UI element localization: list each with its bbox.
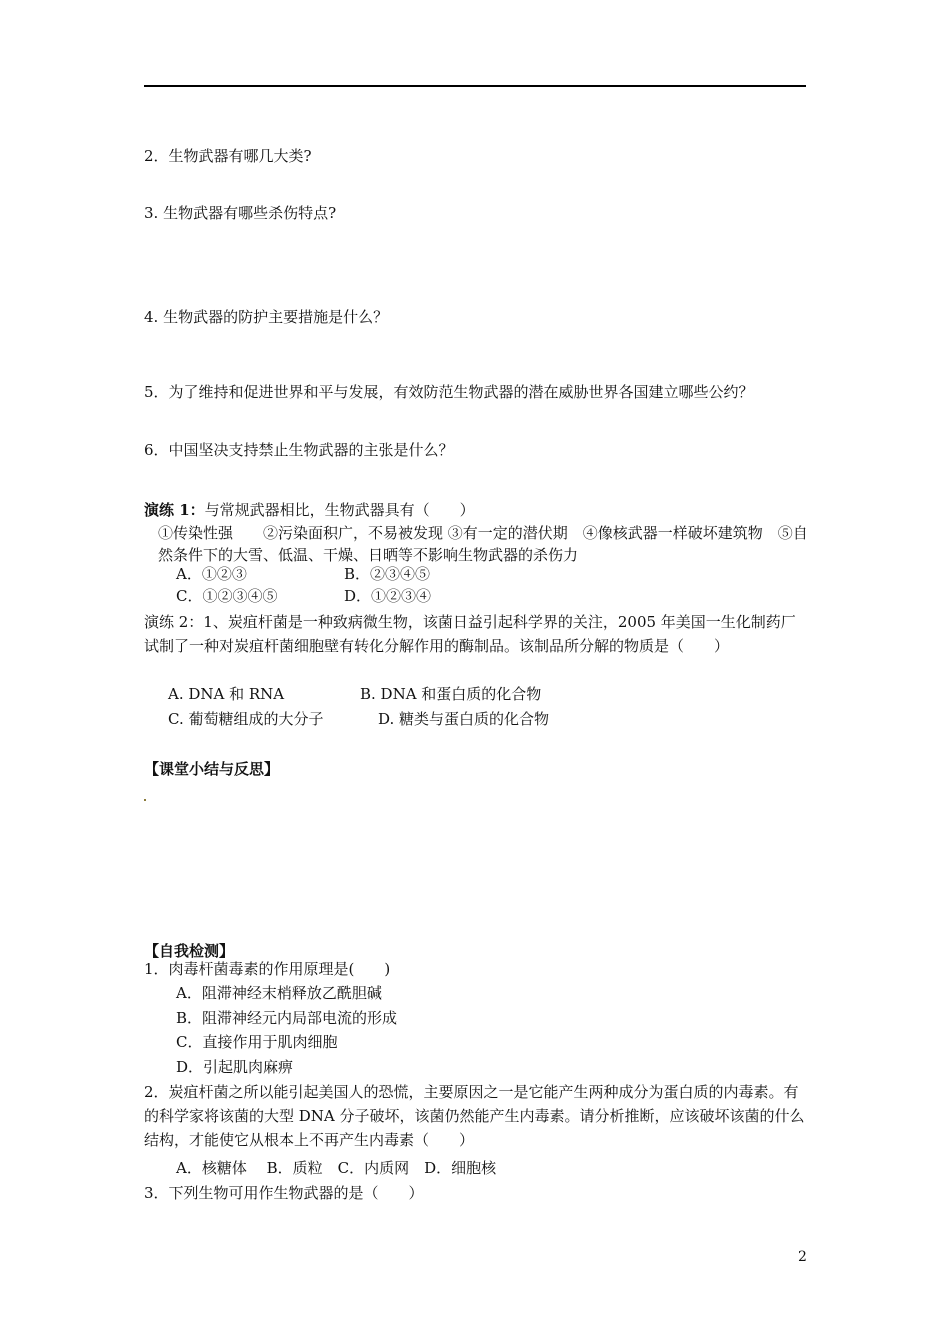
exercise-2-option-a: A. DNA 和 RNA — [168, 685, 285, 703]
question-2: 2．生物武器有哪几大类? — [144, 147, 312, 165]
stray-mark — [144, 799, 146, 801]
exercise-1 — [144, 498, 808, 566]
exercise-2-option-c: C. 葡萄糖组成的大分子 — [168, 710, 324, 728]
question-5: 5．为了维持和促进世界和平与发展，有效防范生物武器的潜在威胁世界各国建立哪些公约？ — [144, 383, 754, 401]
exercise-1-option-a: A．①②③ — [176, 565, 247, 583]
exercise-1-label: 演练 1： — [144, 501, 205, 519]
self-test-heading: 【自我检测】 — [144, 942, 235, 960]
page-number: 2 — [798, 1249, 807, 1265]
self-test-q1-stem: 1．肉毒杆菌毒素的作用原理是( ) — [144, 960, 391, 978]
exercise-2-option-d: D. 糖类与蛋白质的化合物 — [378, 710, 550, 728]
exercise-1-stem: 与常规武器相比，生物武器具有（ ） — [204, 501, 475, 519]
exercise-1-option-c: C．①②③④⑤ — [176, 587, 278, 605]
self-test-q2-stem: 2．炭疽杆菌之所以能引起美国人的恐慌，主要原因之一是它能产生两种成分为蛋白质的内毒素。有的科学家将该菌的大型 DNA 分子破坏，该菌仍然能产生内毒素。请分析推断，应该破坏该菌的什么结构，才能使它从根本上不再产生内毒素（ ） — [144, 1083, 805, 1149]
exercise-1-statements: ①传染性强 ②污染面积广，不易被发现 ③有一定的潜伏期 ④像核武器一样破坏建筑物 ⑤自然条件下的大雪、低温、干燥、日晒等不影响生物武器的杀伤力 — [158, 524, 808, 564]
self-test-q1-option-b: B．阻滞神经元内局部电流的形成 — [176, 1009, 398, 1027]
header-rule — [144, 85, 806, 87]
self-test-q1-option-a: A．阻滞神经末梢释放乙酰胆碱 — [176, 984, 382, 1002]
self-test-q1-option-d: D．引起肌肉麻痹 — [176, 1058, 294, 1076]
summary-heading: 【课堂小结与反思】 — [144, 760, 280, 778]
exercise-1-option-d: D．①②③④ — [344, 587, 432, 605]
self-test-q3-stem: 3．下列生物可用作生物武器的是（ ） — [144, 1184, 424, 1202]
question-6: 6．中国坚决支持禁止生物武器的主张是什么？ — [144, 441, 454, 459]
exercise-1-option-b: B．②③④⑤ — [344, 565, 431, 583]
question-4: 4. 生物武器的防护主要措施是什么？ — [144, 308, 389, 326]
exercise-1-stem-line — [144, 498, 808, 522]
exercise-2-stem: 演练 2：1、炭疽杆菌是一种致病微生物，该菌日益引起科学界的关注，2005 年美国一生化制药厂试制了一种对炭疽杆菌细胞壁有转化分解作用的酶制品。该制品所分解的物质是（ ） — [144, 613, 796, 655]
question-3: 3. 生物武器有哪些杀伤特点? — [144, 204, 337, 222]
self-test-q2-options: A．核糖体 B．质粒 C．内质网 D．细胞核 — [176, 1159, 497, 1177]
exercise-2-option-b: B. DNA 和蛋白质的化合物 — [360, 685, 542, 703]
self-test-q1-option-c: C．直接作用于肌肉细胞 — [176, 1033, 338, 1051]
